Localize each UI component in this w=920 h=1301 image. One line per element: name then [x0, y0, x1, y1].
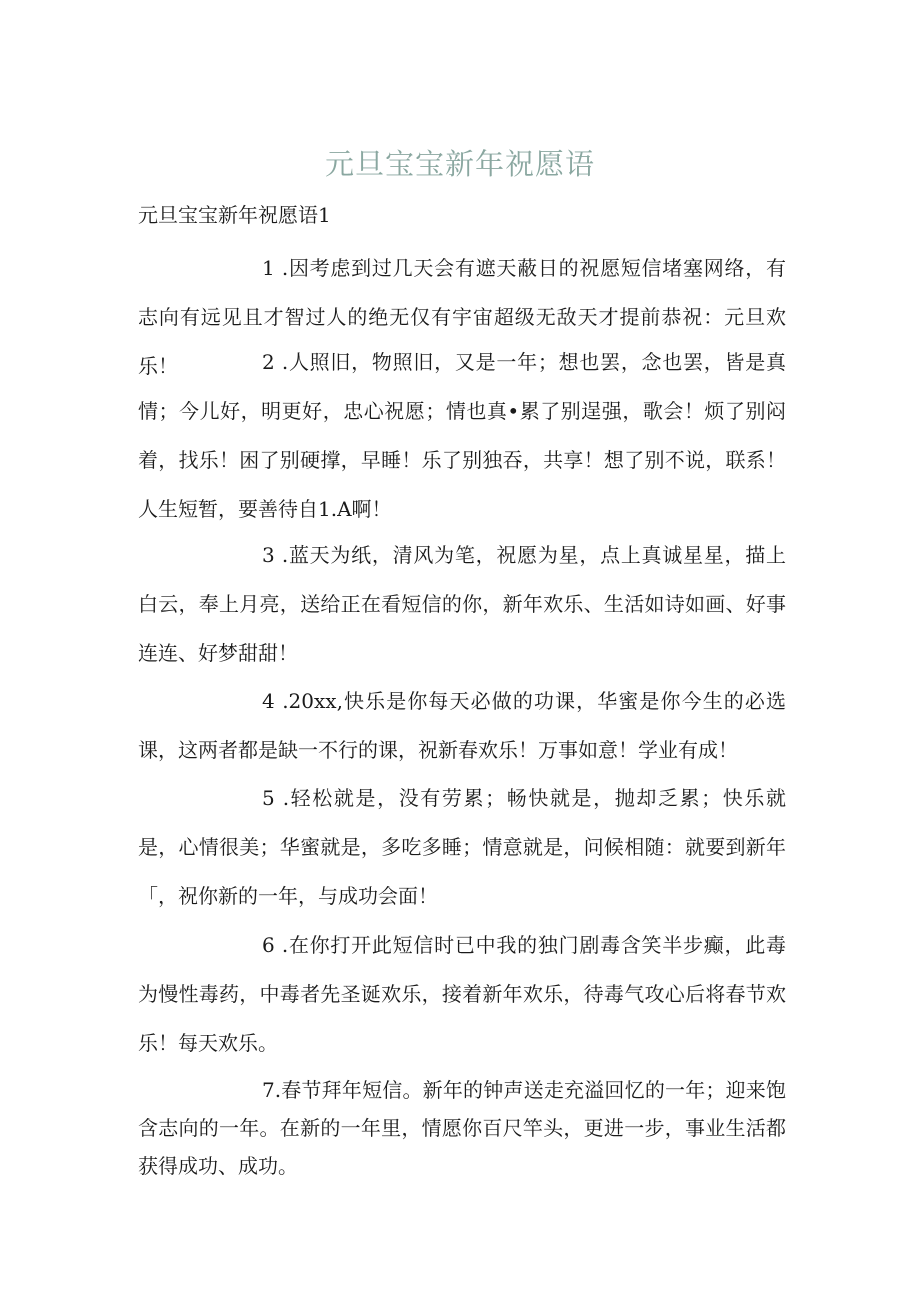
wish-item-number: 3	[262, 543, 275, 567]
wish-item-6	[138, 921, 786, 1068]
wish-item-number: 6	[262, 933, 275, 957]
wish-item-number: 4	[262, 689, 275, 713]
wish-item-4	[138, 677, 786, 775]
wish-item-number: 7	[262, 1078, 275, 1102]
wish-item-text: .人照旧，物照旧，又是一年；想也罢，念也罢，皆是真情；今儿好，明更好，忠心祝愿；情也真•累了别逞强，歌会！烦了别闷着，找乐！困了别硬撑，早睡！乐了别独吞，共享！想了别不说，联系！人生短暂，要善待自1.A啊！	[138, 350, 787, 521]
wish-item-number: 1	[262, 256, 275, 280]
wish-item-text: .轻松就是，没有劳累；畅快就是，抛却乏累；快乐就是，心情很美；华蜜就是，多吃多睡；情意就是，问候相随：就要到新年「，祝你新的一年，与成功会面！	[138, 786, 787, 908]
wish-item-2	[138, 338, 786, 534]
wish-item-text: .因考虑到过几天会有遮天蔽日的祝愿短信堵塞网络，有志向有远见且才智过人的绝无仅有宇宙超级无敌天才提前恭祝：元旦欢乐！	[138, 256, 787, 378]
wish-item-text: .春节拜年短信。新年的钟声送走充溢回忆的一年；迎来饱含志向的一年。在新的一年里，情愿你百尺竿头，更进一步，事业生活都获得成功、成功。	[138, 1078, 786, 1178]
wish-item-text: .蓝天为纸，清风为笔，祝愿为星，点上真诚星星，描上白云，奉上月亮，送给正在看短信的你，新年欢乐、生活如诗如画、好事连连、好梦甜甜！	[138, 543, 787, 665]
wish-item-number: 5	[262, 786, 275, 810]
wish-item-text: .在你打开此短信时已中我的独门剧毒含笑半步癫，此毒为慢性毒药，中毒者先圣诞欢乐，接着新年欢乐，待毒气攻心后将春节欢乐！每天欢乐。	[138, 933, 787, 1055]
document-title: 元旦宝宝新年祝愿语	[324, 147, 595, 181]
wish-item-7	[138, 1071, 786, 1185]
wish-item-5	[138, 774, 786, 921]
wish-item-text: .20xx,快乐是你每天必做的功课，华蜜是你今生的必选课，这两者都是缺一不行的课，祝新春欢乐！万事如意！学业有成！	[138, 689, 786, 762]
wish-item-3	[138, 531, 786, 678]
section-heading: 元旦宝宝新年祝愿语1	[138, 203, 331, 227]
wish-item-number: 2	[262, 350, 275, 374]
